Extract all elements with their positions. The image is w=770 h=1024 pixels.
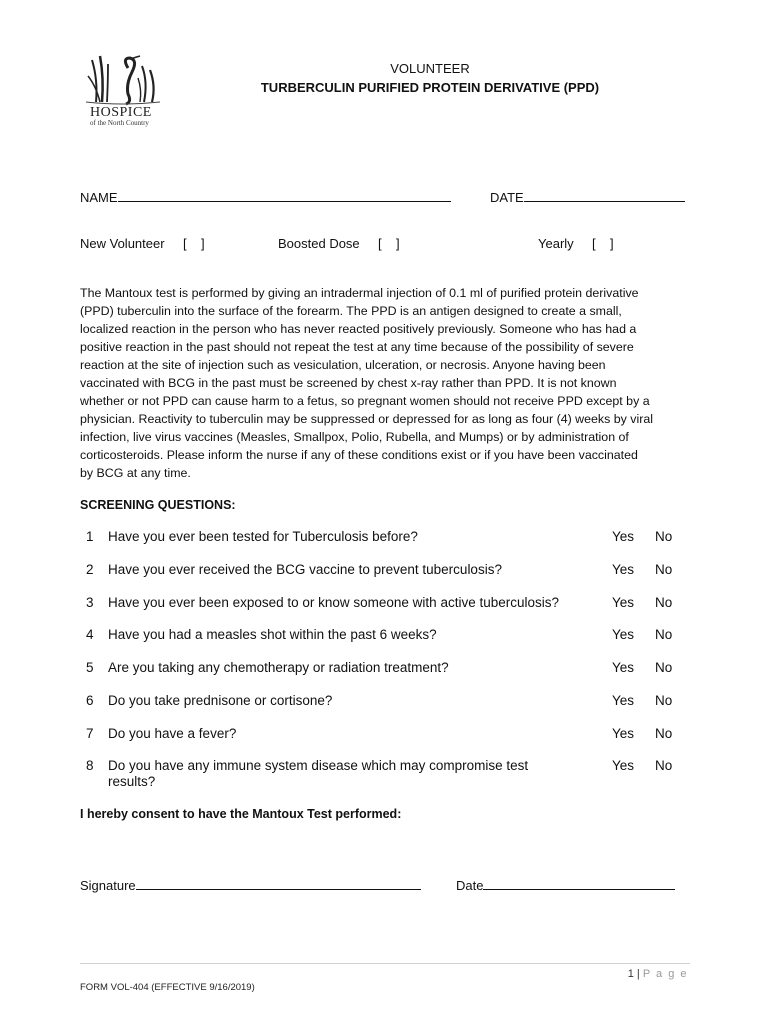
logo-name: HOSPICE bbox=[90, 105, 152, 120]
yes-option[interactable]: Yes bbox=[612, 758, 635, 773]
question-text: Have you had a measles shot within the past 6 weeks? bbox=[108, 627, 437, 642]
question-number: 5 bbox=[86, 660, 94, 675]
paragraph-line: whether or not PPD can cause harm to a fetus, so pregnant women should not receive PPD except by a bbox=[80, 394, 650, 408]
mantoux-description bbox=[80, 284, 695, 482]
question-number: 1 bbox=[86, 529, 94, 544]
new-volunteer-label: New Volunteer bbox=[80, 236, 165, 251]
no-option[interactable]: No bbox=[655, 726, 673, 741]
screening-heading: SCREENING QUESTIONS: bbox=[80, 498, 236, 512]
date-label: DATE bbox=[490, 190, 524, 205]
page-number bbox=[600, 968, 688, 980]
page-word: P a g e bbox=[642, 968, 688, 980]
question-number: 7 bbox=[86, 726, 94, 741]
boosted-dose-checkbox[interactable]: [ ] bbox=[378, 236, 400, 251]
date-row bbox=[490, 189, 685, 205]
yearly-checkbox[interactable]: [ ] bbox=[592, 236, 614, 251]
question-text: Do you have a fever? bbox=[108, 726, 237, 741]
question-text: Have you ever received the BCG vaccine to prevent tuberculosis? bbox=[108, 562, 502, 577]
page-separator: | bbox=[636, 968, 640, 980]
consent-date-line[interactable] bbox=[483, 877, 675, 890]
yes-option[interactable]: Yes bbox=[612, 693, 635, 708]
paragraph-line: positive reaction in the past should not repeat the test at any time because of the possibility of severe bbox=[80, 340, 634, 354]
no-option[interactable]: No bbox=[655, 562, 673, 577]
consent-statement: I hereby consent to have the Mantoux Test performed: bbox=[80, 807, 402, 821]
paragraph-line: The Mantoux test is performed by giving an intradermal injection of 0.1 ml of purified protein derivative bbox=[80, 286, 639, 300]
question-text: Have you ever been tested for Tuberculosis before? bbox=[108, 529, 418, 544]
doc-title-line2: TURBERCULIN PURIFIED PROTEIN DERIVATIVE (PPD) bbox=[260, 80, 600, 95]
question-number: 2 bbox=[86, 562, 94, 577]
paragraph-line: vaccinated with BCG in the past must be screened by chest x-ray rather than PPD. It is not known bbox=[80, 376, 617, 390]
form-identifier: FORM VOL-404 (EFFECTIVE 9/16/2019) bbox=[80, 982, 255, 993]
yes-option[interactable]: Yes bbox=[612, 660, 635, 675]
new-volunteer-checkbox[interactable]: [ ] bbox=[183, 236, 205, 251]
paragraph-line: reaction at the site of injection such as vesiculation, ulceration, or necrosis. Anyone having been bbox=[80, 358, 606, 372]
date-line[interactable] bbox=[524, 189, 685, 202]
question-text: Have you ever been exposed to or know someone with active tuberculosis? bbox=[108, 595, 560, 610]
yes-option[interactable]: Yes bbox=[612, 529, 635, 544]
yes-option[interactable]: Yes bbox=[612, 562, 635, 577]
yes-option[interactable]: Yes bbox=[612, 627, 635, 642]
no-option[interactable]: No bbox=[655, 693, 673, 708]
yearly-label: Yearly bbox=[538, 236, 574, 251]
signature-line[interactable] bbox=[136, 877, 421, 890]
name-line[interactable] bbox=[118, 189, 451, 202]
no-option[interactable]: No bbox=[655, 660, 673, 675]
question-number: 3 bbox=[86, 595, 94, 610]
paragraph-line: localized reaction in the person who has never reacted positively previously. Someone who has had a bbox=[80, 322, 637, 336]
no-option[interactable]: No bbox=[655, 529, 673, 544]
name-row bbox=[80, 189, 451, 205]
question-text: Do you have any immune system disease which may compromise test results? bbox=[108, 758, 529, 789]
no-option[interactable]: No bbox=[655, 595, 673, 610]
question-number: 8 bbox=[86, 758, 94, 773]
paragraph-line: physician. Reactivity to tuberculin may be suppressed or depressed for as long as four (4) weeks by viral bbox=[80, 412, 653, 426]
question-number: 6 bbox=[86, 693, 94, 708]
doc-title-line1: VOLUNTEER bbox=[390, 61, 470, 76]
footer-divider bbox=[80, 963, 690, 964]
signature-row bbox=[80, 877, 421, 893]
question-text: Are you taking any chemotherapy or radiation treatment? bbox=[108, 660, 449, 675]
paragraph-line: infection, live virus vaccines (Measles, Smallpox, Polio, Rubella, and Mumps) or by administration of bbox=[80, 430, 629, 444]
consent-date-label: Date bbox=[456, 878, 484, 893]
signature-label: Signature bbox=[80, 878, 136, 893]
question-text: Do you take prednisone or cortisone? bbox=[108, 693, 333, 708]
boosted-dose-label: Boosted Dose bbox=[278, 236, 360, 251]
no-option[interactable]: No bbox=[655, 758, 673, 773]
paragraph-line: by BCG at any time. bbox=[80, 466, 191, 480]
paragraph-line: corticosteroids. Please inform the nurse if any of these conditions exist or if you have been vaccinated bbox=[80, 448, 638, 462]
page-number-value: 1 bbox=[627, 968, 634, 980]
no-option[interactable]: No bbox=[655, 627, 673, 642]
yes-option[interactable]: Yes bbox=[612, 595, 635, 610]
name-label: NAME bbox=[80, 190, 118, 205]
consent-date-row bbox=[456, 877, 675, 893]
question-number: 4 bbox=[86, 627, 94, 642]
logo-subtitle: of the North Country bbox=[90, 119, 149, 127]
yes-option[interactable]: Yes bbox=[612, 726, 635, 741]
paragraph-line: (PPD) tuberculin into the surface of the forearm. The PPD is an antigen designed to create a small, bbox=[80, 304, 622, 318]
